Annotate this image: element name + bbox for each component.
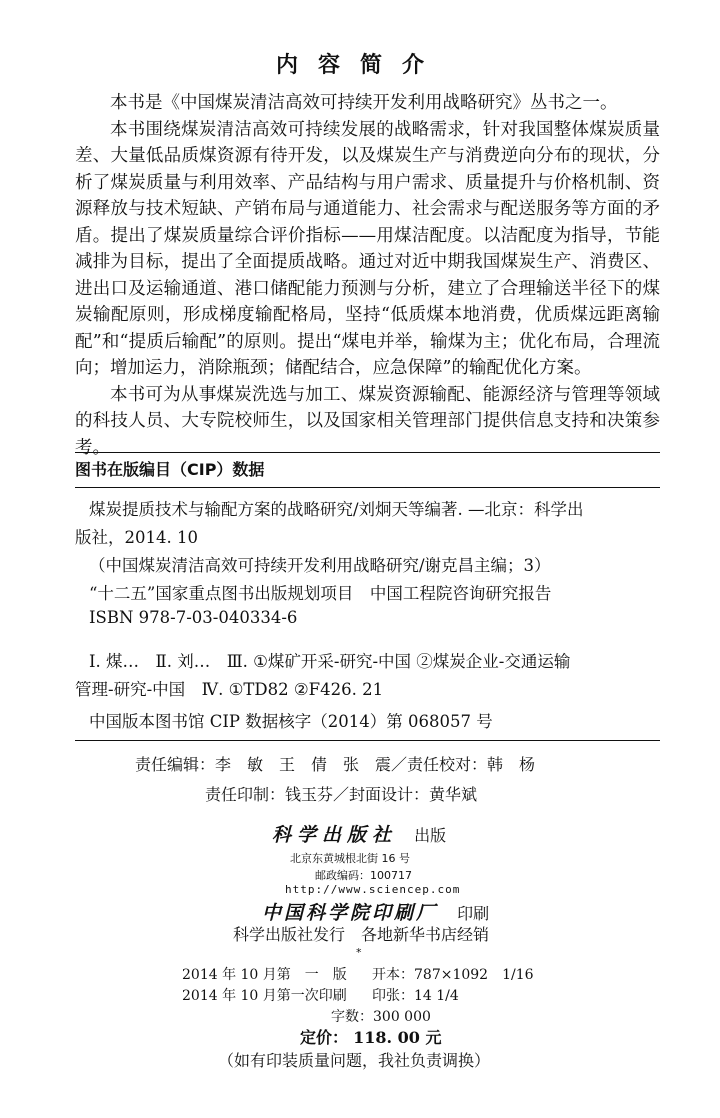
publisher-line	[272, 820, 446, 847]
separator-star: *	[356, 946, 362, 959]
printing-line: 2014 年 10 月第一次印刷	[182, 988, 347, 1004]
cip-line-3: （中国煤炭清洁高效可持续开发利用战略研究/谢克昌主编；3）	[89, 556, 551, 575]
format-line: 开本：787×1092 1/16	[372, 967, 534, 983]
publisher-suffix: 出版	[414, 826, 447, 845]
price-value: 118. 00 元	[353, 1028, 442, 1047]
intro-paragraph-1: 本书是《中国煤炭清洁高效可持续开发利用战略研究》丛书之一。	[110, 93, 618, 113]
price-line	[300, 1025, 442, 1048]
quality-notice: （如有印装质量问题，我社负责调换）	[218, 1051, 491, 1070]
publisher-address: 北京东黄城根北街 16 号	[290, 852, 410, 865]
price-label: 定价：	[300, 1028, 349, 1047]
word-count: 字数：300 000	[331, 1009, 431, 1025]
credits-editors: 责任编辑：李 敏 王 倩 张 震／责任校对：韩 杨	[135, 755, 536, 774]
intro-paragraph-2: 本书围绕煤炭清洁高效可持续发展的战略需求，针对我国整体煤炭质量差、大量低品质煤资源有待开发，以及煤炭生产与消费逆向分布的现状，分析了煤炭质量与利用效率、产品结构与用户需求、质量提升与价格机制、资源释放与技术短缺、产销布局与通道能力、社会需求与配送服务等方面的矛盾。提出了煤炭质量综合评价指标——用煤洁配度。以洁配度为指导，节能减排为目标，提出了全面提质战略。通过对近中期我国煤炭生产、消费区、进出口及运输通道、港口储配能力预测与分析，建立了合理输送半径下的煤炭输配原则，形成梯度输配格局，坚持“低质煤本地消费，优质煤远距离输配”和“提质后输配”的原则。提出“煤电并举，输煤为主；优化布局，合理流向；增加运力，消除瓶颈；储配结合，应急保障”的输配优化方案。	[75, 119, 660, 378]
cip-line-6: Ⅰ. 煤… Ⅱ. 刘… Ⅲ. ①煤矿开采-研究-中国 ②煤炭企业-交通运输	[89, 652, 571, 671]
printer-suffix: 印刷	[457, 904, 490, 923]
cip-line-1: 煤炭提质技术与输配方案的战略研究/刘炯天等编著. —北京：科学出	[89, 500, 584, 519]
cip-header: 图书在版编目（CIP）数据	[75, 452, 660, 488]
publisher-postcode: 邮政编码：100717	[315, 869, 412, 882]
cip-isbn: ISBN 978-7-03-040334-6	[89, 608, 298, 627]
cip-line-2: 版社，2014. 10	[75, 528, 198, 547]
cip-line-7: 管理-研究-中国 Ⅳ. ①TD82 ②F426. 21	[75, 680, 384, 699]
printer-logo: 中国科学院印刷厂	[262, 902, 439, 924]
intro-section	[75, 90, 660, 461]
sheets-line: 印张：14 1/4	[372, 988, 459, 1004]
edition-line: 2014 年 10 月第 一 版	[182, 967, 347, 983]
divider-rule	[75, 740, 660, 741]
cip-record-number: 中国版本图书馆 CIP 数据核字（2014）第 068057 号	[89, 712, 493, 731]
publisher-website: http://www.sciencep.com	[285, 883, 461, 896]
intro-paragraph-3: 本书可为从事煤炭洗选与加工、煤炭资源输配、能源经济与管理等领域的科技人员、大专院校师生，以及国家相关管理部门提供信息支持和决策参考。	[75, 384, 660, 458]
cip-line-4: “十二五”国家重点图书出版规划项目 中国工程院咨询研究报告	[89, 584, 552, 603]
printer-line	[262, 898, 489, 925]
distribution-line: 科学出版社发行 各地新华书店经销	[233, 925, 490, 944]
credits-production: 责任印制：钱玉芬／封面设计：黄华斌	[205, 785, 478, 804]
publisher-logo: 科学出版社	[272, 824, 398, 846]
page-title: 内容简介	[275, 53, 444, 78]
